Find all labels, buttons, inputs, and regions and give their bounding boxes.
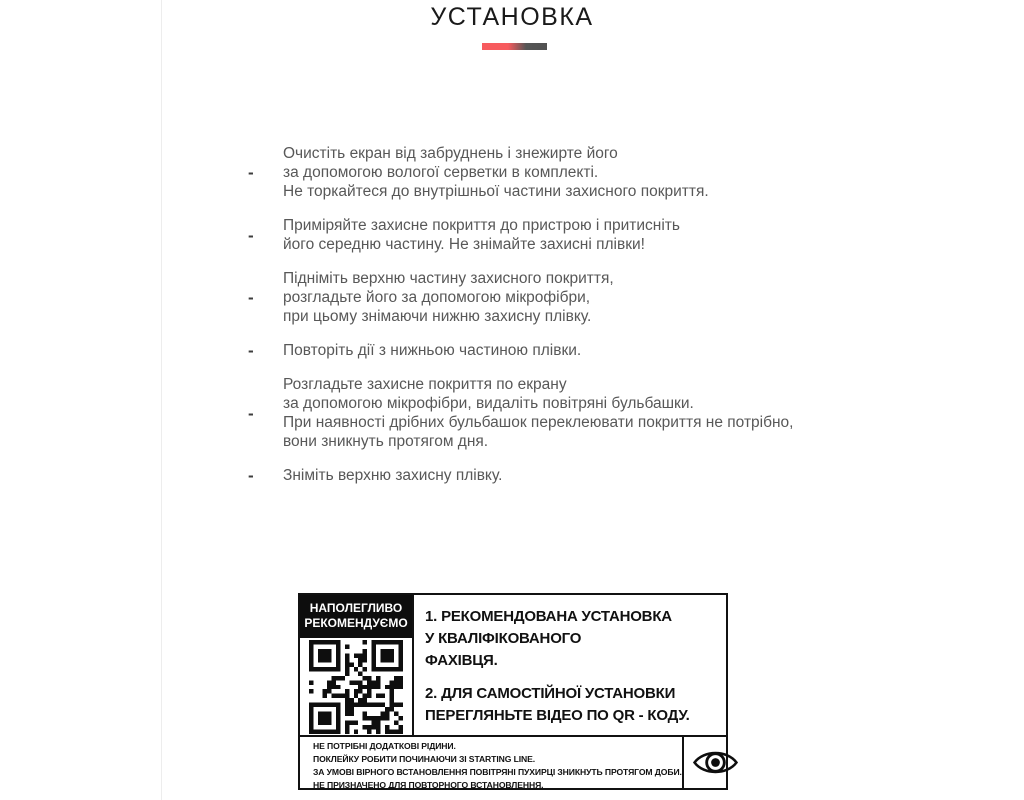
recommendation-box-main <box>300 595 726 737</box>
recommendation-line: У КВАЛІФІКОВАНОГО <box>425 630 582 647</box>
instruction-line: Очистіть екран від забруднень і знежирте його <box>283 145 618 162</box>
bullet-dash: - <box>248 288 254 307</box>
instruction-item <box>248 466 794 485</box>
instruction-line: Зніміть верхню захисну плівку. <box>283 467 503 484</box>
bullet-dash: - <box>248 341 254 360</box>
bullet-dash: - <box>248 403 254 423</box>
instruction-line: Повторіть дії з нижньою частиною плівки. <box>283 342 582 359</box>
qr-code <box>300 638 412 735</box>
instruction-list <box>248 144 794 500</box>
instruction-item <box>248 341 794 360</box>
recommendation-line: 2. ДЛЯ САМОСТІЙНОЇ УСТАНОВКИ <box>425 685 676 702</box>
recommendation-line: 1. РЕКОМЕНДОВАНА УСТАНОВКА <box>425 608 672 625</box>
recommendation-box-footer <box>300 737 726 788</box>
instruction-line: його середню частину. Не знімайте захисні плівки! <box>283 236 645 253</box>
instruction-item <box>248 216 794 254</box>
footnote-line: ПОКЛЕЙКУ РОБИТИ ПОЧИНАЮЧИ ЗІ STARTING LINE. <box>313 754 536 764</box>
instruction-line: вони зникнуть протягом дня. <box>283 433 489 450</box>
instruction-line: при цьому знімаючи нижню захисну плівку. <box>283 308 592 325</box>
recommendation-item <box>425 683 722 727</box>
recommendation-text <box>414 595 726 735</box>
instruction-line: При наявності дрібних бульбашок переклеювати покриття не потрібно, <box>283 414 794 431</box>
instruction-line: за допомогою вологої серветки в комплекті. <box>283 164 599 181</box>
instruction-item <box>248 269 794 326</box>
recommendation-item <box>425 606 722 672</box>
instruction-line: Приміряйте захисне покриття до пристрою і притисніть <box>283 217 680 234</box>
recommendation-line: ФАХІВЦЯ. <box>425 652 498 669</box>
instruction-line: розгладьте його за допомогою мікрофібри, <box>283 289 591 306</box>
bullet-dash: - <box>248 163 254 182</box>
recommendation-box <box>298 593 728 790</box>
footnote-text <box>300 737 682 788</box>
page-title: УСТАНОВКА <box>430 3 594 31</box>
instruction-item <box>248 375 794 451</box>
recommendation-badge <box>300 595 412 638</box>
footnote-line: НЕ ПОТРІБНІ ДОДАТКОВІ РІДИНИ. <box>313 741 456 751</box>
title-accent-bar <box>482 43 547 50</box>
badge-line: РЕКОМЕНДУЄМО <box>304 616 408 630</box>
page-margin-line <box>161 0 162 800</box>
bullet-dash: - <box>248 466 254 485</box>
instruction-line: Розгладьте захисне покриття по екрану <box>283 376 567 393</box>
instruction-line: Не торкайтеся до внутрішньої частини захисного покриття. <box>283 183 709 200</box>
badge-line: НАПОЛЕГЛИВО <box>309 601 403 615</box>
footnote-line: НЕ ПРИЗНАЧЕНО ДЛЯ ПОВТОРНОГО ВСТАНОВЛЕННЯ. <box>313 780 544 790</box>
eye-icon <box>692 746 739 779</box>
recommendation-box-left <box>300 595 414 735</box>
footnote-line: ЗА УМОВІ ВІРНОГО ВСТАНОВЛЕННЯ ПОВІТРЯНІ ПУХИРЦІ ЗНИКНУТЬ ПРОТЯГОМ ДОБИ. <box>313 767 682 777</box>
qr-code-icon <box>309 640 403 734</box>
eye-icon-cell <box>682 737 747 788</box>
bullet-dash: - <box>248 225 254 245</box>
recommendation-line: ПЕРЕГЛЯНЬТЕ ВІДЕО ПО QR - КОДУ. <box>425 707 690 724</box>
instruction-line: за допомогою мікрофібри, видаліть повітряні бульбашки. <box>283 395 694 412</box>
instruction-line: Підніміть верхню частину захисного покриття, <box>283 270 614 287</box>
instruction-item <box>248 144 794 201</box>
